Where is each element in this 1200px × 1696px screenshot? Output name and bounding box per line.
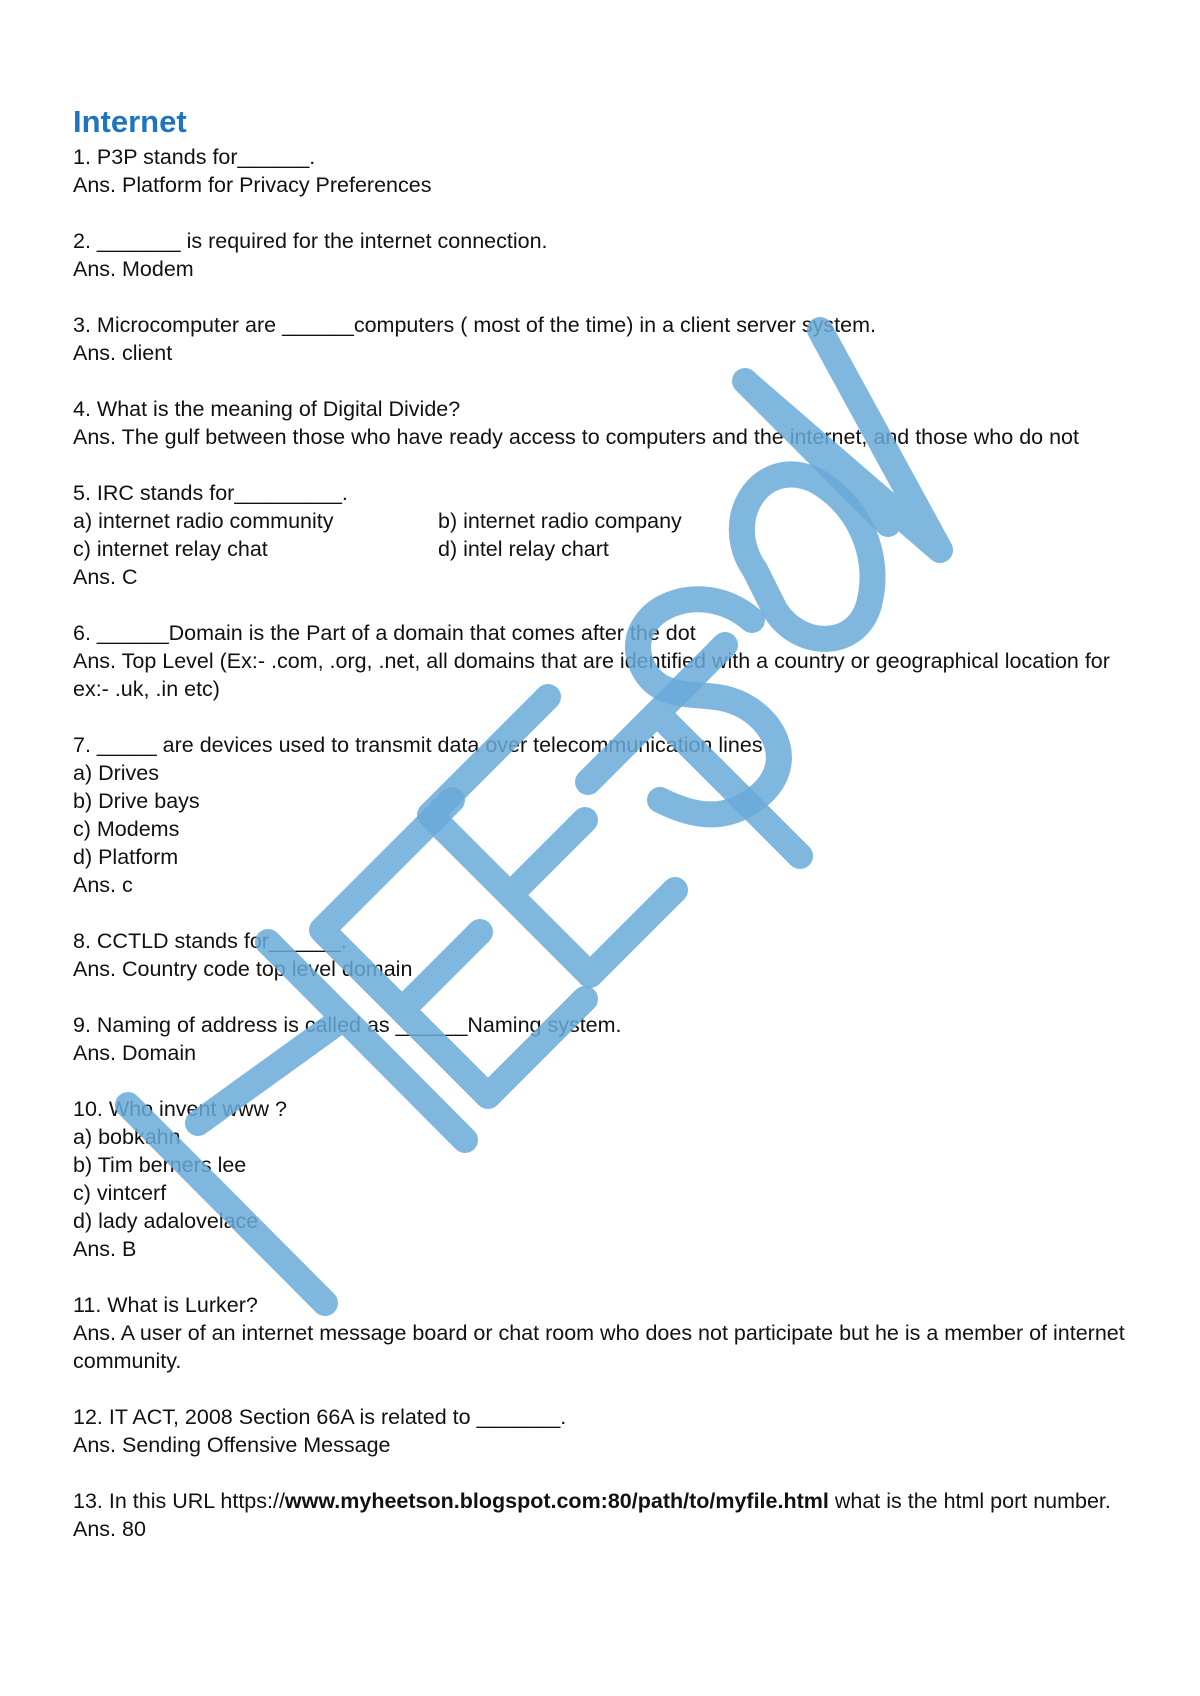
- answer-text: Ans. client: [73, 341, 173, 365]
- question-2: [73, 227, 1133, 283]
- question-8: [73, 927, 1133, 983]
- question-text: 6. ______Domain is the Part of a domain that comes after the dot: [73, 621, 696, 645]
- page-title: Internet: [73, 104, 187, 139]
- question-6: [73, 619, 1133, 703]
- answer-text: Ans. Country code top level domain: [73, 957, 413, 981]
- document-page: [73, 104, 1133, 1571]
- question-text: 8. CCTLD stands for______.: [73, 929, 347, 953]
- answer-text: Ans. C: [73, 565, 138, 589]
- answer-text: Ans. c: [73, 873, 133, 897]
- question-text: 11. What is Lurker?: [73, 1293, 258, 1317]
- question-12: [73, 1403, 1133, 1459]
- question-13: [73, 1487, 1133, 1543]
- answer-text: Ans. Modem: [73, 257, 194, 281]
- answer-text: Ans. Top Level (Ex:- .com, .org, .net, all domains that are identified with a country or geographical location for ex:- .uk, .in etc): [73, 649, 1110, 701]
- question-11: [73, 1291, 1133, 1375]
- option-d: d) intel relay chart: [438, 537, 609, 561]
- option-b: b) Drive bays: [73, 789, 200, 813]
- question-url: www.myheetson.blogspot.com:80/path/to/myfile.html: [284, 1489, 829, 1513]
- answer-text: Ans. Sending Offensive Message: [73, 1433, 391, 1457]
- question-text: 2. _______ is required for the internet connection.: [73, 229, 548, 253]
- option-c: c) internet relay chat: [73, 537, 268, 561]
- question-text: 7. _____ are devices used to transmit data over telecommunication lines: [73, 733, 763, 757]
- answer-text: Ans. Domain: [73, 1041, 197, 1065]
- question-9: [73, 1011, 1133, 1067]
- question-text: 10. Who invent www ?: [73, 1097, 287, 1121]
- question-3: [73, 311, 1133, 367]
- question-text: 12. IT ACT, 2008 Section 66A is related to _______.: [73, 1405, 567, 1429]
- question-5: [73, 479, 1133, 591]
- option-a: a) Drives: [73, 761, 160, 785]
- question-7: [73, 731, 1133, 899]
- option-d: d) lady adalovelace: [73, 1209, 259, 1233]
- answer-text: Ans. Platform for Privacy Preferences: [73, 173, 432, 197]
- question-1: [73, 143, 1133, 199]
- question-text: 1. P3P stands for______.: [73, 145, 316, 169]
- option-b: b) internet radio company: [438, 509, 682, 533]
- option-a: a) internet radio community: [73, 509, 334, 533]
- question-suffix: what is the html port number.: [828, 1489, 1111, 1513]
- question-text: 4. What is the meaning of Digital Divide?: [73, 397, 461, 421]
- answer-text: Ans. The gulf between those who have ready access to computers and the internet, and those who do not: [73, 425, 1079, 449]
- option-a: a) bobkahn: [73, 1125, 181, 1149]
- answer-text: Ans. B: [73, 1237, 137, 1261]
- answer-text: Ans. A user of an internet message board or chat room who does not participate but he is a member of internet community.: [73, 1321, 1125, 1373]
- question-text: 9. Naming of address is called as ______Naming system.: [73, 1013, 622, 1037]
- question-4: [73, 395, 1133, 451]
- answer-text: Ans. 80: [73, 1517, 146, 1541]
- option-c: c) vintcerf: [73, 1181, 167, 1205]
- question-text: 5. IRC stands for_________.: [73, 481, 348, 505]
- option-d: d) Platform: [73, 845, 179, 869]
- question-10: [73, 1095, 1133, 1263]
- option-b: b) Tim berners lee: [73, 1153, 247, 1177]
- option-c: c) Modems: [73, 817, 180, 841]
- question-text: 3. Microcomputer are ______computers ( most of the time) in a client server system.: [73, 313, 876, 337]
- question-prefix: 13. In this URL https://: [73, 1489, 285, 1513]
- options-grid: [73, 507, 1133, 563]
- question-text: [73, 1487, 1133, 1515]
